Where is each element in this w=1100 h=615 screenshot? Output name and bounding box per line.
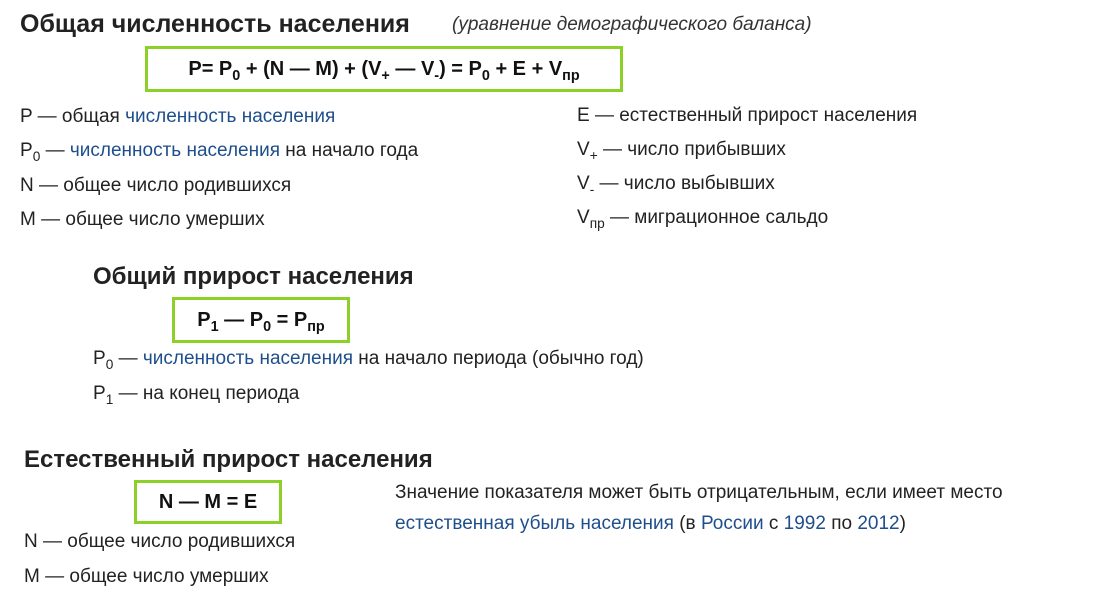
definition-p0-period: $P_0$ — численность населения на начало периода (обычно год) — [93, 348, 644, 372]
natural-growth-formula: N — M = E — [158, 490, 258, 513]
link-year-2012[interactable]: 2012 — [857, 513, 900, 534]
link-year-1992[interactable]: 1992 — [783, 513, 826, 534]
section-1-title: Общая численность населения — [20, 10, 410, 38]
definition-v-minus: $V_-$ — число выбывших — [577, 173, 775, 197]
natural-growth-note-line-1: Значение показателя может быть отрицательным, если имеет место — [395, 482, 1003, 503]
population-formula: $P= P_0 + (N$ — $M) + (V_+$ — $V_-) = P_0 + E + V_{пр}$ — [188, 57, 580, 84]
total-growth-formula-box — [172, 297, 350, 343]
definition-p: P — общая численность населения — [20, 106, 336, 127]
definition-p1: $P_1$ — на конец периода — [93, 383, 300, 407]
natural-growth-note-line-2: естественная убыль населения (в России с 1992 по 2012) — [395, 513, 906, 534]
definition-v-plus: $V_+$ — число прибывших — [577, 139, 786, 163]
section-2-title: Общий прирост населения — [93, 263, 414, 290]
definition-m-deaths: M — общее число умерших — [24, 566, 269, 587]
section-3-title: Естественный прирост населения — [24, 446, 433, 473]
definition-m: M — общее число умерших — [20, 209, 265, 230]
link-population-size[interactable]: численность населения — [69, 140, 281, 161]
section-1-note: (уравнение демографического баланса) — [452, 14, 812, 35]
natural-growth-formula-box — [134, 480, 282, 524]
link-natural-decrease[interactable]: естественная убыль населения — [395, 513, 674, 534]
population-formula-box — [145, 46, 623, 92]
link-population-size[interactable]: численность населения — [125, 106, 336, 127]
link-russia[interactable]: России — [700, 513, 764, 534]
definition-v-pr: $V_{пр}$ — миграционное сальдо — [577, 207, 829, 231]
total-growth-formula: $P_1$ — $P_0 = P_{пр}$ — [197, 308, 325, 335]
definition-p0: $P_0$ — численность населения на начало года — [20, 140, 419, 164]
definition-n-births: N — общее число родившихся — [24, 531, 296, 552]
definition-n: N — общее число родившихся — [20, 175, 292, 196]
definition-e: E — естественный прирост населения — [577, 105, 918, 126]
link-population-size[interactable]: численность населения — [142, 348, 354, 369]
